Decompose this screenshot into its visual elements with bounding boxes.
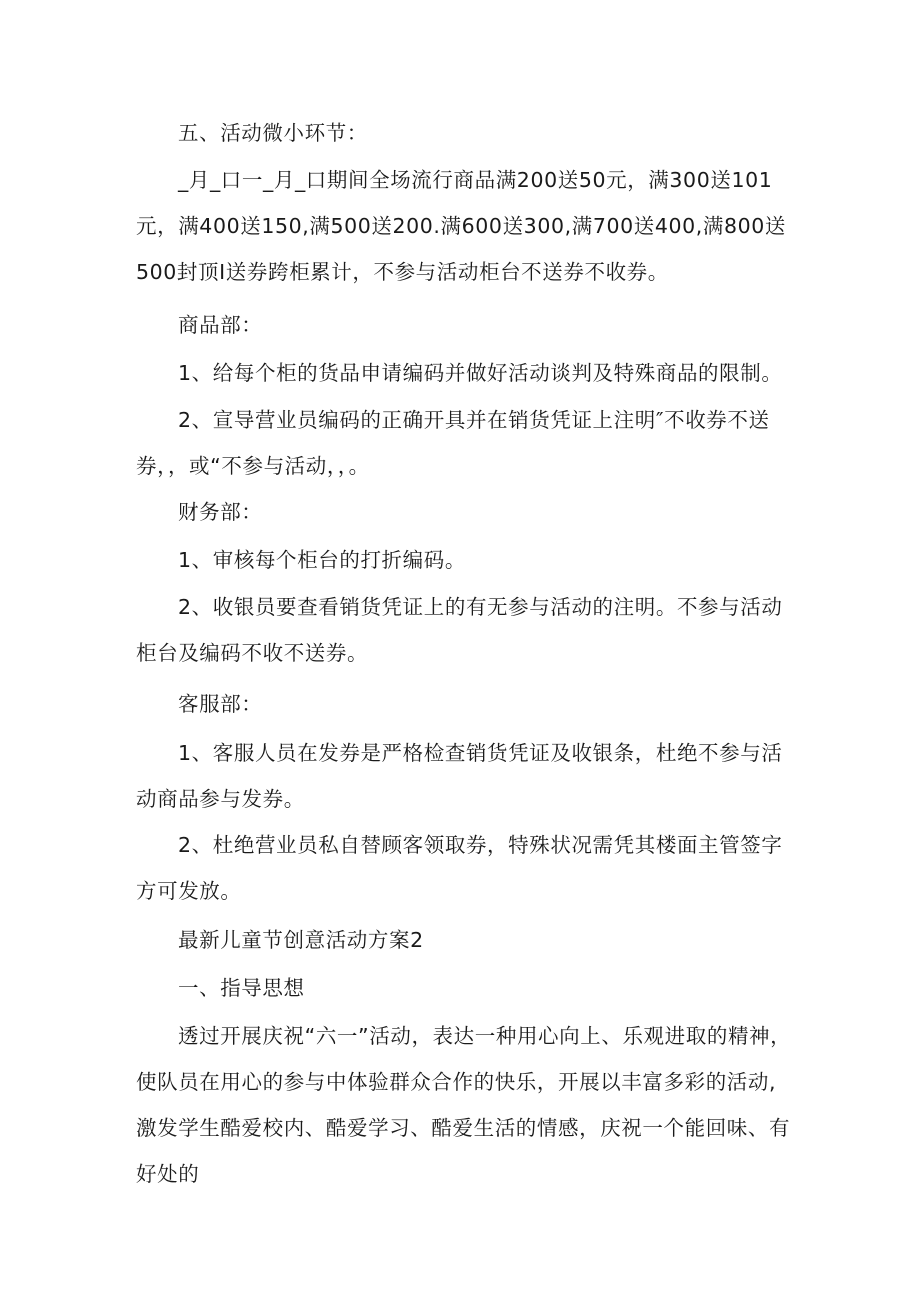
section-heading-plan-2: 最新儿童节创意活动方案2 <box>178 928 424 952</box>
paragraph-merchandise-item-1: 1、给每个柜的货品申请编码并做好活动谈判及特殊商品的限制。 <box>178 361 783 385</box>
section-heading-activity-details: 五、活动微小环节： <box>178 121 368 145</box>
paragraph-merchandise-item-2: 2、宣导营业员编码的正确开具并在销货凭证上注明″不收券不送券，，或“不参与活动，，。 <box>136 408 770 478</box>
paragraph-customer-service-item-2: 2、杜绝营业员私自替顾客领取券，特殊状况需凭其楼面主管签字方可发放。 <box>136 833 783 903</box>
section-heading-customer-service-dept: 客服部： <box>178 692 263 716</box>
paragraph-customer-service-item-1: 1、客服人员在发券是严格检查销货凭证及收银条，杜绝不参与活动商品参与发券。 <box>136 741 783 811</box>
paragraph-promotion-terms: _月_口一_月_口期间全场流行商品满200送50元，满300送101元，满400送150,满500送200.满600送300,满700送400,满800送500封顶I送券跨柜累计，不参与活动柜台不送券不收券。 <box>136 168 787 284</box>
section-heading-finance-dept: 财务部： <box>178 500 263 524</box>
section-heading-guiding-ideology: 一、指导思想 <box>178 976 305 1000</box>
paragraph-guiding-ideology-body: 透过开展庆祝“六一”活动，表达一种用心向上、乐观进取的精神，使队员在用心的参与中体验群众合作的快乐，开展以丰富多彩的活动,激发学生酷爱校内、酷爱学习、酷爱生活的情感，庆祝一个能回味、有好处的 <box>136 1024 792 1186</box>
paragraph-finance-item-1: 1、审核每个柜台的打折编码。 <box>178 548 466 572</box>
paragraph-finance-item-2: 2、收银员要查看销货凭证上的有无参与活动的注明。不参与活动柜台及编码不收不送券。 <box>136 595 783 665</box>
section-heading-merchandise-dept: 商品部： <box>178 313 263 337</box>
